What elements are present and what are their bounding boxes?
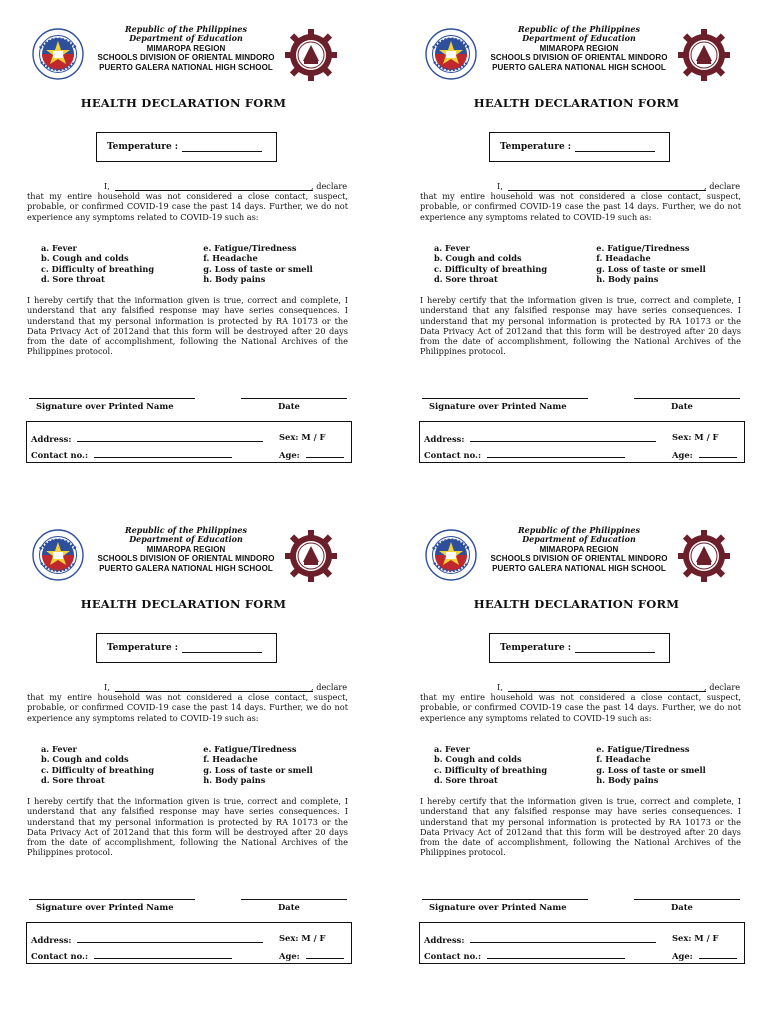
symptom-item: e. Fatigue/Tiredness [203, 243, 297, 253]
header-division: SCHOOLS DIVISION OF ORIENTAL MINDORO [97, 554, 275, 564]
health-declaration-form-3 [26, 523, 376, 1003]
form-header [26, 523, 376, 583]
declaration-name-field[interactable] [115, 682, 313, 692]
address-row [424, 432, 740, 444]
header-division: SCHOOLS DIVISION OF ORIENTAL MINDORO [490, 554, 668, 564]
deped-seal-icon [425, 529, 477, 581]
symptom-row [41, 775, 341, 785]
contact-info-box [419, 421, 745, 463]
age-label: Age: [672, 951, 693, 961]
declaration-name-line [27, 682, 348, 692]
health-declaration-form-2 [419, 22, 768, 502]
symptom-row [434, 754, 734, 764]
age-group [672, 448, 737, 460]
age-field[interactable] [699, 949, 737, 959]
symptom-item: c. Difficulty of breathing [434, 764, 548, 775]
declaration-declare: , declare [311, 181, 348, 191]
certification-paragraph: I hereby certify that the information given is true, correct and complete, I understand that any falsified response may have series consequences. I understand that my personal information is protected by RA 10173 or the Data Privacy Act of 2012and that this form will be destroyed after 20 days from the date of accomplishment, following the National Archives of the Philippines protocol. [420, 295, 741, 357]
symptom-item: g. Loss of taste or smell [596, 764, 706, 775]
signature-field[interactable] [29, 899, 195, 900]
sex-label: Sex: M / F [672, 432, 719, 442]
signature-field[interactable] [422, 398, 588, 399]
header-republic: Republic of the Philippines [517, 24, 640, 34]
contact-row [31, 949, 347, 961]
header-department: Department of Education [129, 33, 243, 44]
date-label: Date [671, 902, 693, 912]
school-gear-logo-icon [677, 28, 731, 82]
declaration-declare: , declare [311, 682, 348, 692]
address-label: Address: [31, 935, 72, 945]
declaration-declare: , declare [704, 181, 741, 191]
sex-label: Sex: M / F [672, 933, 719, 943]
temperature-box [489, 633, 670, 663]
symptom-item: f. Headache [203, 754, 258, 765]
age-label: Age: [279, 450, 300, 460]
symptom-row [41, 744, 341, 754]
symptom-row [41, 253, 341, 263]
contact-row [31, 448, 347, 460]
header-school: PUERTO GALERA NATIONAL HIGH SCHOOL [492, 62, 666, 72]
temperature-box [96, 633, 277, 663]
symptom-row [434, 274, 734, 284]
deped-seal-icon [425, 28, 477, 80]
header-text [86, 526, 286, 573]
contact-field[interactable] [487, 448, 625, 458]
contact-row [424, 448, 740, 460]
contact-label: Contact no.: [424, 951, 482, 961]
date-label: Date [278, 401, 300, 411]
symptom-item: b. Cough and colds [41, 253, 129, 264]
declaration-i: I, [497, 181, 503, 191]
symptom-row [434, 775, 734, 785]
form-title: HEALTH DECLARATION FORM [473, 597, 680, 611]
date-field[interactable] [634, 398, 740, 399]
form-title: HEALTH DECLARATION FORM [473, 96, 680, 110]
form-header [419, 523, 768, 583]
symptom-item: h. Body pains [203, 274, 266, 285]
symptom-item: a. Fever [434, 243, 470, 253]
contact-info-box [419, 922, 745, 964]
contact-info-box [26, 922, 352, 964]
header-region: MIMAROPA REGION [146, 43, 226, 53]
date-field[interactable] [241, 899, 347, 900]
declaration-i: I, [497, 682, 503, 692]
sex-label: Sex: M / F [279, 933, 326, 943]
address-field[interactable] [77, 432, 263, 442]
signature-label: Signature over Printed Name [36, 401, 174, 411]
contact-field[interactable] [94, 448, 232, 458]
symptom-item: f. Headache [203, 253, 258, 264]
address-field[interactable] [470, 432, 656, 442]
date-label: Date [671, 401, 693, 411]
declaration-text: that my entire household was not considered a close contact, suspect, probable, or confirmed COVID-19 case the past 14 days. Further, we do not experience any symptoms related to COVID-19 such as: [420, 191, 741, 222]
contact-info-box [26, 421, 352, 463]
header-department: Department of Education [522, 33, 636, 44]
temperature-label: Temperature : [500, 643, 572, 653]
certification-paragraph: I hereby certify that the information given is true, correct and complete, I understand that any falsified response may have series consequences. I understand that my personal information is protected by RA 10173 or the Data Privacy Act of 2012and that this form will be destroyed after 20 days from the date of accomplishment, following the National Archives of the Philippines protocol. [27, 295, 348, 357]
symptom-item: a. Fever [434, 744, 470, 754]
deped-seal-icon [32, 529, 84, 581]
symptom-row [434, 243, 734, 253]
deped-seal-icon [32, 28, 84, 80]
symptoms-list [434, 744, 734, 786]
symptom-item: d. Sore throat [41, 274, 105, 285]
symptom-item: b. Cough and colds [41, 754, 129, 765]
symptom-item: a. Fever [41, 744, 77, 754]
declaration-paragraph [27, 682, 348, 723]
age-field[interactable] [306, 949, 344, 959]
declaration-declare: , declare [704, 682, 741, 692]
address-row [31, 432, 347, 444]
sex-label: Sex: M / F [279, 432, 326, 442]
header-text [479, 25, 679, 72]
header-region: MIMAROPA REGION [539, 544, 619, 554]
symptoms-list [41, 744, 341, 786]
symptoms-list [434, 243, 734, 285]
declaration-name-field[interactable] [508, 181, 706, 191]
temperature-box [96, 132, 277, 162]
contact-label: Contact no.: [424, 450, 482, 460]
declaration-name-field[interactable] [508, 682, 706, 692]
header-school: PUERTO GALERA NATIONAL HIGH SCHOOL [492, 563, 666, 573]
form-title: HEALTH DECLARATION FORM [80, 597, 287, 611]
symptom-item: e. Fatigue/Tiredness [203, 744, 297, 754]
declaration-paragraph [420, 181, 741, 222]
school-gear-logo-icon [677, 529, 731, 583]
signature-label: Signature over Printed Name [429, 902, 567, 912]
declaration-paragraph [420, 682, 741, 723]
address-row [31, 933, 347, 945]
declaration-paragraph [27, 181, 348, 222]
symptom-item: c. Difficulty of breathing [41, 764, 155, 775]
form-header [419, 22, 768, 82]
school-gear-logo-icon [284, 529, 338, 583]
symptom-item: h. Body pains [203, 775, 266, 786]
symptom-item: g. Loss of taste or smell [596, 263, 706, 274]
signature-label: Signature over Printed Name [429, 401, 567, 411]
temperature-label: Temperature : [500, 142, 572, 152]
header-region: MIMAROPA REGION [146, 544, 226, 554]
header-republic: Republic of the Philippines [124, 525, 247, 535]
symptom-item: e. Fatigue/Tiredness [596, 243, 690, 253]
age-field[interactable] [306, 448, 344, 458]
contact-label: Contact no.: [31, 450, 89, 460]
header-republic: Republic of the Philippines [517, 525, 640, 535]
form-header [26, 22, 376, 82]
declaration-name-line [27, 181, 348, 191]
symptom-item: c. Difficulty of breathing [41, 263, 155, 274]
symptom-item: g. Loss of taste or smell [203, 263, 313, 274]
address-label: Address: [31, 434, 72, 444]
health-declaration-form-1 [26, 22, 376, 502]
symptom-row [434, 765, 734, 775]
signature-field[interactable] [422, 899, 588, 900]
temperature-box [489, 132, 670, 162]
declaration-name-line [420, 181, 741, 191]
date-field[interactable] [634, 899, 740, 900]
declaration-text: that my entire household was not considered a close contact, suspect, probable, or confirmed COVID-19 case the past 14 days. Further, we do not experience any symptoms related to COVID-19 such as: [420, 692, 741, 723]
contact-field[interactable] [487, 949, 625, 959]
address-field[interactable] [470, 933, 656, 943]
symptom-row [41, 274, 341, 284]
age-label: Age: [672, 450, 693, 460]
school-gear-logo-icon [284, 28, 338, 82]
age-group [672, 949, 737, 961]
age-field[interactable] [699, 448, 737, 458]
date-field[interactable] [241, 398, 347, 399]
age-label: Age: [279, 951, 300, 961]
symptom-item: d. Sore throat [41, 775, 105, 786]
symptom-item: f. Headache [596, 754, 651, 765]
declaration-text: that my entire household was not considered a close contact, suspect, probable, or confirmed COVID-19 case the past 14 days. Further, we do not experience any symptoms related to COVID-19 such as: [27, 692, 348, 723]
symptom-row [41, 264, 341, 274]
header-division: SCHOOLS DIVISION OF ORIENTAL MINDORO [97, 53, 275, 63]
temperature-field[interactable] [182, 643, 262, 653]
symptom-item: h. Body pains [596, 274, 659, 285]
symptom-item: b. Cough and colds [434, 754, 522, 765]
symptom-row [434, 264, 734, 274]
header-school: PUERTO GALERA NATIONAL HIGH SCHOOL [99, 563, 273, 573]
address-field[interactable] [77, 933, 263, 943]
symptom-row [41, 243, 341, 253]
contact-label: Contact no.: [31, 951, 89, 961]
symptoms-list [41, 243, 341, 285]
declaration-name-field[interactable] [115, 181, 313, 191]
temperature-label: Temperature : [107, 142, 179, 152]
form-title: HEALTH DECLARATION FORM [80, 96, 287, 110]
signature-field[interactable] [29, 398, 195, 399]
header-department: Department of Education [129, 534, 243, 545]
certification-paragraph: I hereby certify that the information given is true, correct and complete, I understand that any falsified response may have series consequences. I understand that my personal information is protected by RA 10173 or the Data Privacy Act of 2012and that this form will be destroyed after 20 days from the date of accomplishment, following the National Archives of the Philippines protocol. [27, 796, 348, 858]
declaration-i: I, [104, 682, 110, 692]
temperature-field[interactable] [575, 643, 655, 653]
header-school: PUERTO GALERA NATIONAL HIGH SCHOOL [99, 62, 273, 72]
signature-label: Signature over Printed Name [36, 902, 174, 912]
header-text [86, 25, 286, 72]
header-department: Department of Education [522, 534, 636, 545]
address-label: Address: [424, 935, 465, 945]
temperature-label: Temperature : [107, 643, 179, 653]
symptom-item: b. Cough and colds [434, 253, 522, 264]
symptom-item: f. Headache [596, 253, 651, 264]
contact-field[interactable] [94, 949, 232, 959]
age-group [279, 448, 344, 460]
symptom-item: d. Sore throat [434, 775, 498, 786]
symptom-item: e. Fatigue/Tiredness [596, 744, 690, 754]
certification-paragraph: I hereby certify that the information given is true, correct and complete, I understand that any falsified response may have series consequences. I understand that my personal information is protected by RA 10173 or the Data Privacy Act of 2012and that this form will be destroyed after 20 days from the date of accomplishment, following the National Archives of the Philippines protocol. [420, 796, 741, 858]
declaration-text: that my entire household was not considered a close contact, suspect, probable, or confirmed COVID-19 case the past 14 days. Further, we do not experience any symptoms related to COVID-19 such as: [27, 191, 348, 222]
header-republic: Republic of the Philippines [124, 24, 247, 34]
header-region: MIMAROPA REGION [539, 43, 619, 53]
temperature-field[interactable] [182, 142, 262, 152]
symptom-item: c. Difficulty of breathing [434, 263, 548, 274]
header-division: SCHOOLS DIVISION OF ORIENTAL MINDORO [490, 53, 668, 63]
address-row [424, 933, 740, 945]
header-text [479, 526, 679, 573]
address-label: Address: [424, 434, 465, 444]
age-group [279, 949, 344, 961]
symptom-row [434, 744, 734, 754]
declaration-i: I, [104, 181, 110, 191]
symptom-row [434, 253, 734, 263]
symptom-item: h. Body pains [596, 775, 659, 786]
declaration-name-line [420, 682, 741, 692]
date-label: Date [278, 902, 300, 912]
symptom-item: d. Sore throat [434, 274, 498, 285]
temperature-field[interactable] [575, 142, 655, 152]
contact-row [424, 949, 740, 961]
symptom-item: g. Loss of taste or smell [203, 764, 313, 775]
health-declaration-form-4 [419, 523, 768, 1003]
symptom-row [41, 765, 341, 775]
symptom-item: a. Fever [41, 243, 77, 253]
symptom-row [41, 754, 341, 764]
